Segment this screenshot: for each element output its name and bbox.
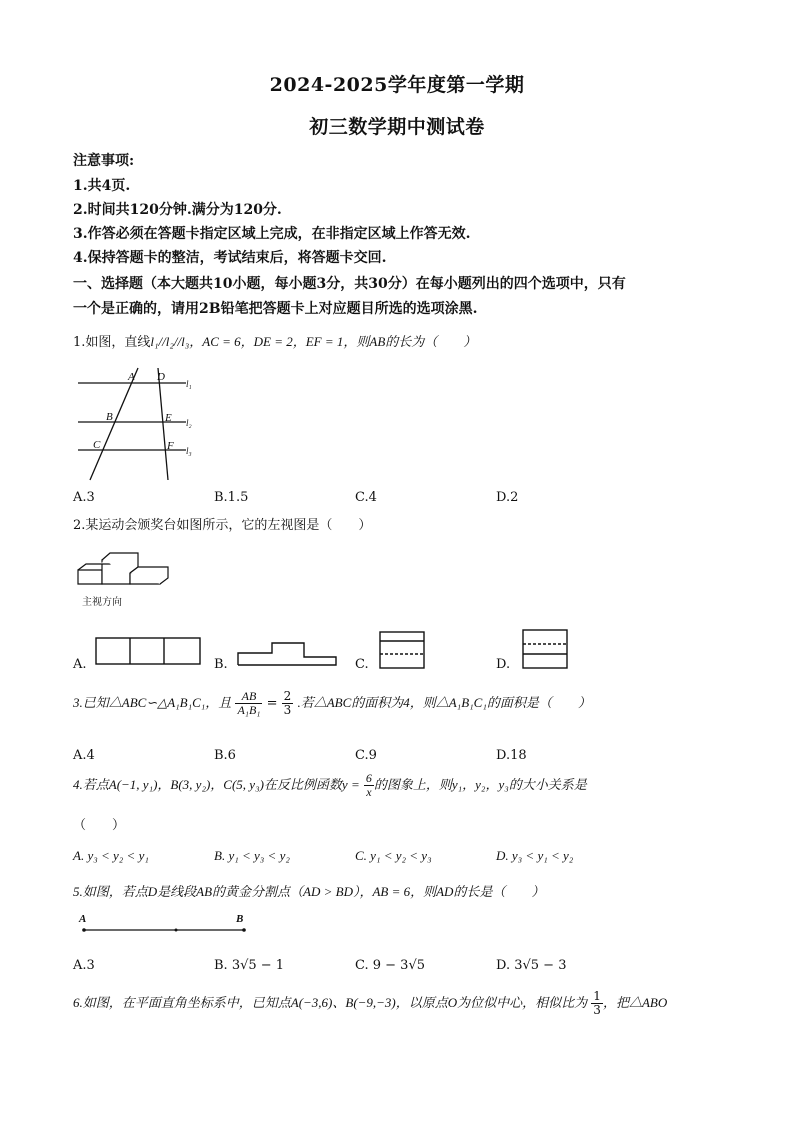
parallel-lines-figure [76,365,196,485]
q4-option-a[interactable]: A. y₃ < y₂ < y₁ [73,848,149,863]
label-l1: l₁ [186,379,192,389]
q5-option-c[interactable]: C. 9 − 3√5 [355,958,426,973]
fraction-numerator: AB [235,690,262,704]
question-6-text-a: 6.如图，在平面直角坐标系中，已知点A(−3,6)、B(−9,−3)，以原点O为位似中心，相似比为 [73,995,588,1010]
label-E: E [165,412,172,424]
question-6 [73,990,667,1017]
label-l3: l₃ [186,446,192,456]
q2-option-b-figure[interactable] [236,639,338,667]
q2-option-d-figure[interactable] [521,628,569,670]
label-B: B [106,411,113,423]
label-F: F [167,440,174,452]
q1-option-b[interactable]: B.1.5 [214,490,249,505]
transversal-df [158,368,168,480]
question-3-text-b: .若△ABC的面积为4，则△A₁B₁C₁的面积是（ ） [297,695,591,710]
section-heading: 一、选择题（本大题共10小题，每小题3分，共30分）在每小题列出的四个选项中，只有 [73,276,626,292]
q4-option-d[interactable]: D. y₃ < y₁ < y₂ [496,848,574,863]
notes-heading: 注意事项: [73,153,135,169]
fraction-numerator: 1 [593,989,601,1003]
fraction-denominator: 3 [593,1003,601,1017]
q5-option-a[interactable]: A.3 [73,958,95,973]
question-4-answer-bracket: （ ） [73,818,126,833]
label-A: A [128,371,135,383]
question-1-condition: l₁//l₂//l₃，AC = 6，DE = 2，EF = 1，则AB的长为（ ） [150,334,477,349]
transversal-ac [90,368,138,480]
question-5: 5.如图，若点D是线段AB的黄金分割点（AD > BD），AB = 6，则AD的长是（ ） [73,884,545,899]
label-B: B [236,913,244,925]
question-3-value-fraction [282,690,294,717]
question-6-text-b: ，把△ABO [602,995,668,1010]
q2-option-d-label[interactable]: D. [496,657,511,672]
q1-option-c[interactable]: C.4 [355,490,377,505]
note-item: 4.保持答题卡的整洁，考试结束后，将答题卡交回. [73,250,387,266]
q2-option-a-label[interactable]: A. [73,657,87,672]
q2-option-c-figure[interactable] [378,630,426,670]
page-subtitle: 初三数学期中测试卷 [309,116,485,138]
q4-option-c[interactable]: C. y₁ < y₂ < y₃ [355,848,432,863]
note-item: 2.时间共120分钟.满分为120分. [73,202,282,218]
page-title: 2024-2025学年度第一学期 [269,74,525,96]
question-1 [73,331,476,350]
question-3 [73,690,591,717]
fraction-denominator: A₁B₁ [237,703,261,717]
q3-option-a[interactable]: A.4 [73,748,95,763]
q2-option-c-label[interactable]: C. [355,657,369,672]
section-heading-cont: 一个是正确的，请用2B铅笔把答题卡上对应题目所选的选项涂黑. [73,301,478,317]
label-C: C [93,439,101,451]
question-3-text-a: 3.已知△ABC∽△A₁B₁C₁，且 [73,695,232,710]
question-4-fraction [364,772,374,799]
q5-option-b[interactable]: B. 3√5 − 1 [214,958,285,973]
q2-option-b-label[interactable]: B. [214,657,228,672]
q4-option-b[interactable]: B. y₁ < y₃ < y₂ [214,848,290,863]
question-4 [73,772,587,799]
q3-option-d[interactable]: D.18 [496,748,527,763]
podium-figure [76,548,186,610]
q2-option-a-figure[interactable] [94,636,202,666]
fraction-denominator: x [366,785,372,799]
podium-caption: 主视方向 [82,597,122,608]
equals-sign: = [266,696,278,711]
q5-option-d[interactable]: D. 3√5 − 3 [496,958,567,973]
question-4-text-a: 4.若点A(−1, y₁)，B(3, y₂)，C(5, y₃)在反比例函数y = [73,777,360,792]
label-A: A [79,913,87,925]
q3-option-b[interactable]: B.6 [214,748,236,763]
question-3-ratio-fraction [235,690,262,717]
fraction-denominator: 3 [283,703,292,717]
segment-figure [76,910,256,936]
note-item: 3.作答必须在答题卡指定区域上完成，在非指定区域上作答无效. [73,226,471,242]
question-1-prefix: 1.如图，直线 [73,335,151,350]
q1-option-a[interactable]: A.3 [73,490,95,505]
label-l2: l₂ [186,418,192,428]
q1-option-d[interactable]: D.2 [496,490,519,505]
question-4-text-b: 的图象上，则y₁，y₂，y₃的大小关系是 [373,777,587,792]
q3-option-c[interactable]: C.9 [355,748,377,763]
question-6-fraction [591,990,603,1017]
fraction-numerator: 6 [365,771,372,785]
label-D: D [157,371,165,383]
fraction-numerator: 2 [283,689,292,703]
note-item: 1.共4页. [73,178,131,194]
question-2: 2.某运动会颁奖台如图所示，它的左视图是（ ） [73,518,372,533]
